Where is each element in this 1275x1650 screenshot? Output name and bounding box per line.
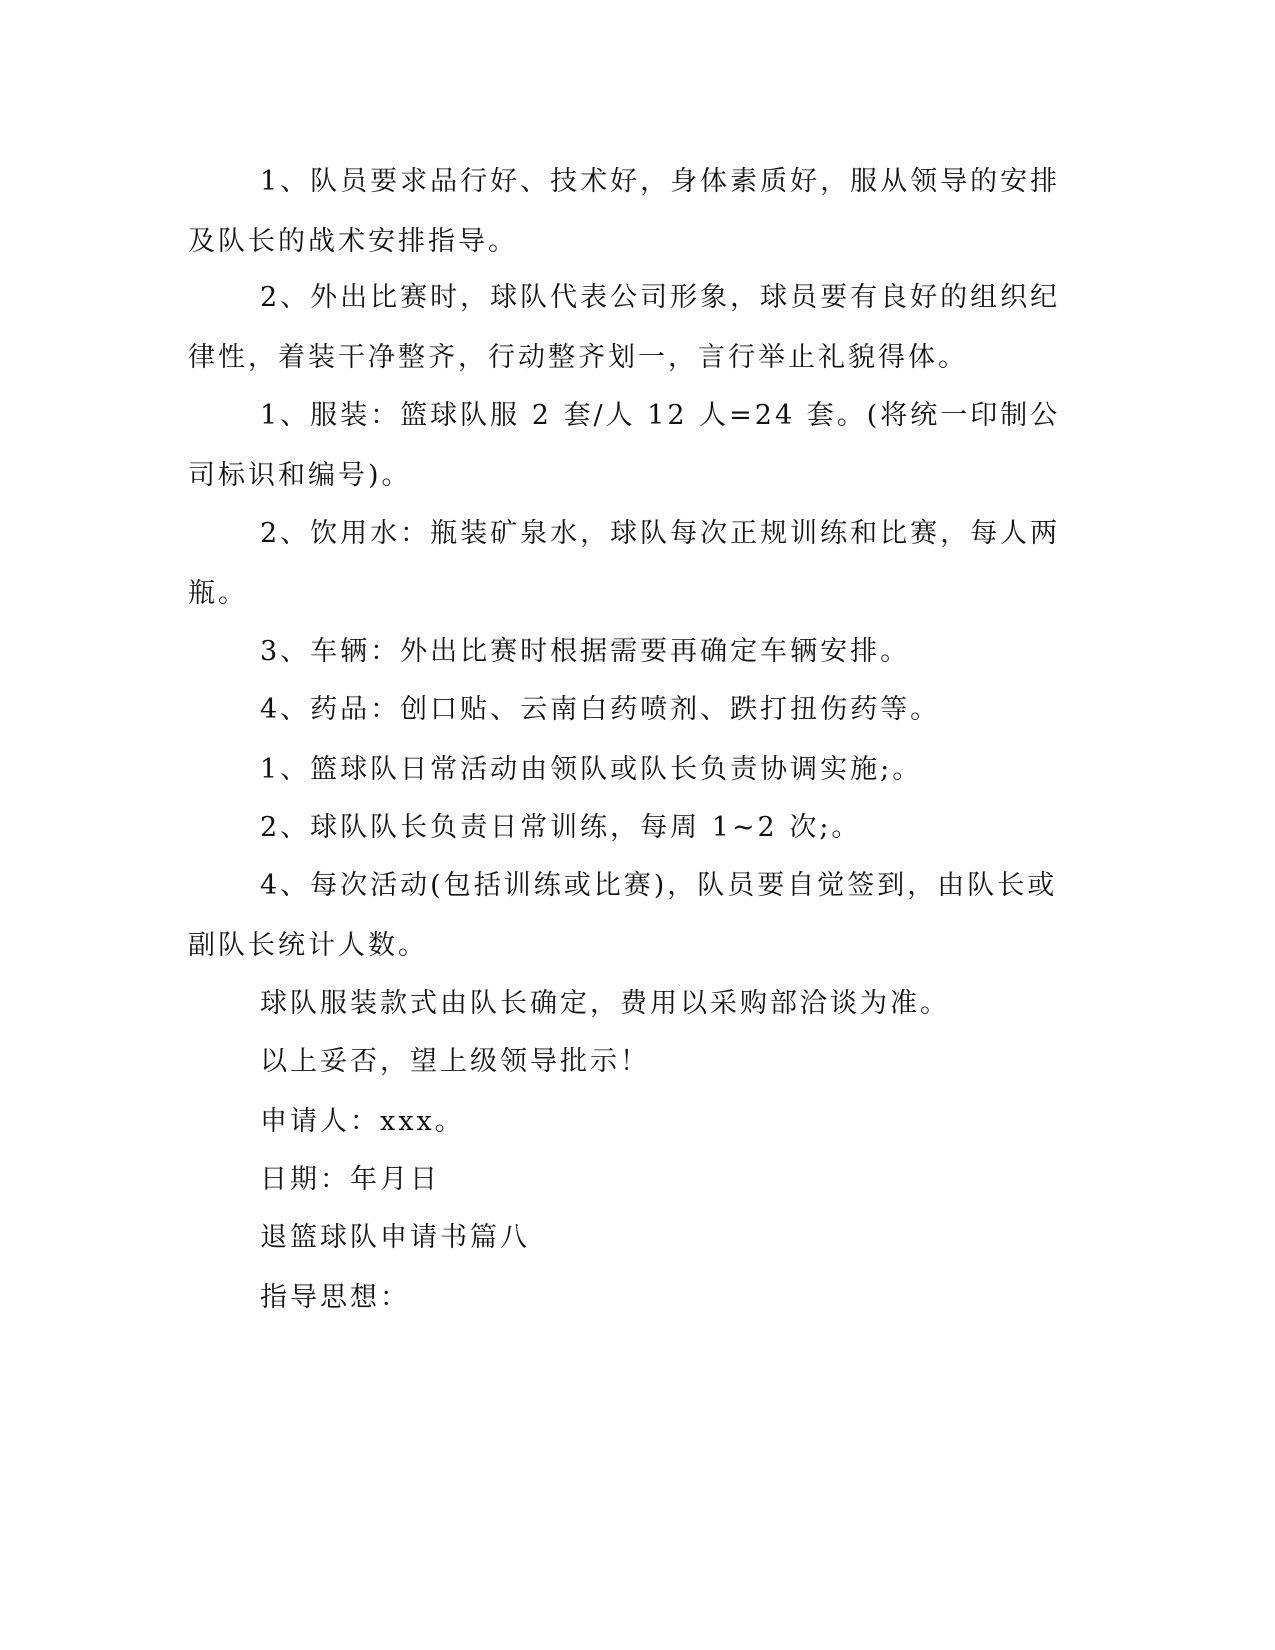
paragraph-daily-activities: 1、篮球队日常活动由领队或队长负责协调实施;。 — [260, 754, 923, 785]
paragraph-uniforms: 1、服装：篮球队服 2 套/人 12 人=24 套。(将统一印制公司标识和编号)。 — [188, 400, 1061, 491]
paragraph-vehicles: 3、车辆：外出比赛时根据需要再确定车辆安排。 — [260, 636, 911, 667]
paragraph-daily-training: 2、球队队长负责日常训练，每周 1~2 次;。 — [260, 812, 862, 843]
guiding-ideology-label: 指导思想： — [260, 1282, 410, 1313]
paragraph-sign-in: 4、每次活动(包括训练或比赛)，队员要自觉签到，由队长或副队长统计人数。 — [188, 870, 1058, 961]
paragraph-away-game-conduct: 2、外出比赛时，球队代表公司形象，球员要有良好的组织纪律性，着装干净整齐，行动整齐划一，言行举止礼貌得体。 — [188, 282, 1061, 373]
paragraph-drinking-water: 2、饮用水：瓶装矿泉水，球队每次正规训练和比赛，每人两瓶。 — [188, 518, 1061, 609]
paragraph-player-requirements: 1、队员要求品行好、技术好，身体素质好，服从领导的安排及队长的战术安排指导。 — [188, 166, 1061, 257]
applicant-line: 申请人：xxx。 — [260, 1106, 465, 1137]
paragraph-medicine: 4、药品：创口贴、云南白药喷剂、跌打扭伤药等。 — [260, 694, 941, 725]
paragraph-approval-request: 以上妥否，望上级领导批示！ — [260, 1046, 650, 1077]
date-line: 日期：年月日 — [260, 1164, 440, 1195]
section-heading: 退篮球队申请书篇八 — [260, 1222, 530, 1253]
paragraph-uniform-style: 球队服装款式由队长确定，费用以采购部洽谈为准。 — [260, 988, 950, 1019]
